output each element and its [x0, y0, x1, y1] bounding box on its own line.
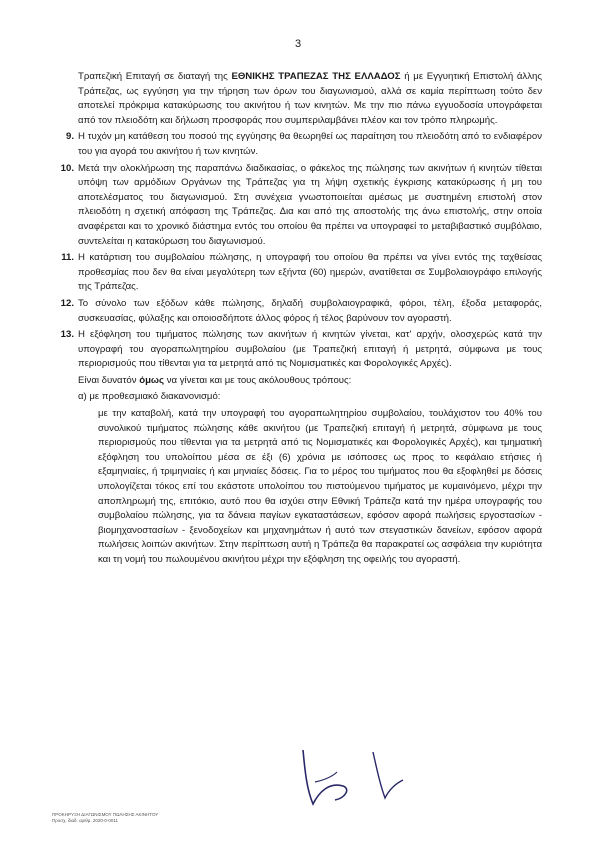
intro-paragraph	[52, 70, 542, 128]
list-item-12	[52, 297, 542, 326]
intro-text-before: Τραπεζική Επιταγή σε διαταγή της	[78, 71, 232, 82]
payment-options-intro	[52, 374, 542, 389]
bank-name: ΕΘΝΙΚΗΣ ΤΡΑΠΕΖΑΣ ΤΗΣ ΕΛΛΑΔΟΣ	[231, 71, 401, 82]
item-text: Μετά την ολοκλήρωση της παραπάνω διαδικασίας, ο φάκελος της πώλησης των ακινήτων ή κινητών τίθεται υπόψη των αρμόδιων Οργάνων της Τράπεζας για τη λήψη σχετικής έγκρισης κατακύρωσης ή μη του αποτελέσματος του διαγωνισμού. Στη συνέχεια γνωστοποιείται αμέσως με συστημένη επιστολή στον πλειοδότη η σχετική απόφαση της Τράπεζας. Δια και από της αποστολής της άνω επιστολής, στην οποία αναφέρεται και το χρονικό διάστημα εντός του οποίου θα πρέπει να υπογραφεί το μεταβιβαστικό συμβόλαιο, συντελείται η κατακύρωση του διαγωνισμού.	[78, 162, 542, 247]
option-a-label: α) με προθεσμιακό διακανονισμό:	[78, 391, 221, 403]
list-item-9	[52, 130, 542, 159]
item-number: 9.	[65, 131, 74, 143]
document-footer	[52, 812, 158, 824]
item-text: Η τυχόν μη κατάθεση του ποσού της εγγύησης θα θεωρηθεί ως παραίτηση του πλειοδότη από το ενδιαφέρον του για αγορά του ακινήτου ή των κινητών.	[78, 131, 542, 157]
document-body	[52, 70, 542, 568]
item-number: 12.	[60, 297, 74, 309]
item-text: Η κατάρτιση του συμβολαίου πώλησης, η υπογραφή του οποίου θα πρέπει να γίνει εντός της ταχθείσας προθεσμίας που δεν θα είναι μεγαλύτερη των εξήντα (60) ημερών, ανατίθεται σε Συμβολαιογράφο επιλογής της Τράπεζας.	[78, 252, 542, 293]
possible-before: Είναι δυνατόν	[78, 374, 140, 386]
item-text: Η εξόφληση του τιμήματος πώλησης των ακινήτων ή κινητών γίνεται, κατ' αρχήν, ολοσχερώς κατά την υπογραφή του αγοραπωλητηρίου συμβολαίου (με Τραπεζική επιταγή ή μετρητά, σύμφωνα με τους περιορισμούς που τίθενται για τα μετρητά από τις Νομισματικές και Φορολογικές Αρχές).	[78, 329, 542, 370]
item-text: Το σύνολο των εξόδων κάθε πώλησης, δηλαδή συμβολαιογραφικά, φόροι, τέλη, έξοδα μεταφοράς, συσκευασίας, φύλαξης και οποιοσδήποτε άλλος φόρος ή τέλος βαρύνουν τον αγοραστή.	[78, 297, 542, 324]
item-number: 11.	[61, 252, 74, 264]
item-number: 10.	[60, 162, 74, 174]
list-item-13	[52, 328, 542, 372]
signature-graphic	[285, 742, 425, 812]
list-item-11	[52, 251, 542, 295]
item-number: 13.	[60, 329, 74, 341]
page-number: 3	[294, 38, 302, 50]
possible-bold: όμως	[139, 374, 165, 386]
list-item-10	[52, 162, 542, 250]
possible-after: να γίνεται και με τους ακόλουθους τρόπους:	[164, 374, 352, 386]
footer-line-1: ΠΡΟΚΗΡΥΞΗ ΔΙΑΓΩΝΙΣΜΟΥ ΠΩΛΗΣΗΣ ΑΚΙΝΗΤΟΥ	[52, 812, 159, 817]
footer-line-2: Προσχ. διαδ. αριθμ. 2020-0-0011	[52, 818, 119, 823]
intro-text-after: ή με Εγγυητική Επιστολή άλλης Τράπεζας, ως εγγύηση για την τήρηση των όρων του διαγωνισμού, αλλά σε καμία περίπτωση τούτο δεν αποτελεί πρόκριμα κατακύρωσης του ακινήτου ή των κινητών. Με την πιο πάνω εγγυοδοσία υπογράφεται από τον πλειοδότη και δήλωση προσφοράς που συμπεριλαμβάνει πλέον και τον τρόπο πληρωμής.	[78, 71, 542, 126]
option-a-text: με την καταβολή, κατά την υπογραφή του αγοραπωλητηρίου συμβολαίου, τουλάχιστον του 40% του συνολικού τιμήματος πώλησης κάθε ακινήτου (με Τραπεζική επιταγή ή μετρητά, σύμφωνα με τους περιορισμούς που τίθενται για τα μετρητά από τις Νομισματικές και Φορολογικές Αρχές), και τμηματική εξόφληση του υπολοίπου μέσα σε έξι (6) χρόνια με ισόποσες ως προς το κεφάλαιο ετήσιες ή εξαμηνιαίες, ή τριμηνιαίες ή και μηνιαίες δόσεις. Για το μέρος του τιμήματος που θα εξοφληθεί με δόσεις υπολογίζεται τόκος επί του εκάστοτε υπολοίπου του πιστούμενου τιμήματος με κυμαινόμενο, μέχρι την αποπληρωμή της, επιτόκιο, αυτό που θα ισχύει στην Εθνική Τράπεζα κατά την ημέρα υπογραφής του συμβολαίου πώλησης, για τα δάνεια παγίων εγκαταστάσεων, εφόσον αφορά πωλήσεις εργοστασίων - βιομηχανοστασίων - ξενοδοχείων και μηχανημάτων ή αυτό των στεγαστικών δανείων, εφόσον αφορά πωλήσεις λοιπών ακινήτων. Στην περίπτωση αυτή η Τράπεζα θα παρακρατεί ως ασφάλεια την κυριότητα και τη νομή του πωλουμένου ακινήτου μέχρι την εξόφληση της οφειλής του αγοραστή.	[98, 408, 542, 565]
